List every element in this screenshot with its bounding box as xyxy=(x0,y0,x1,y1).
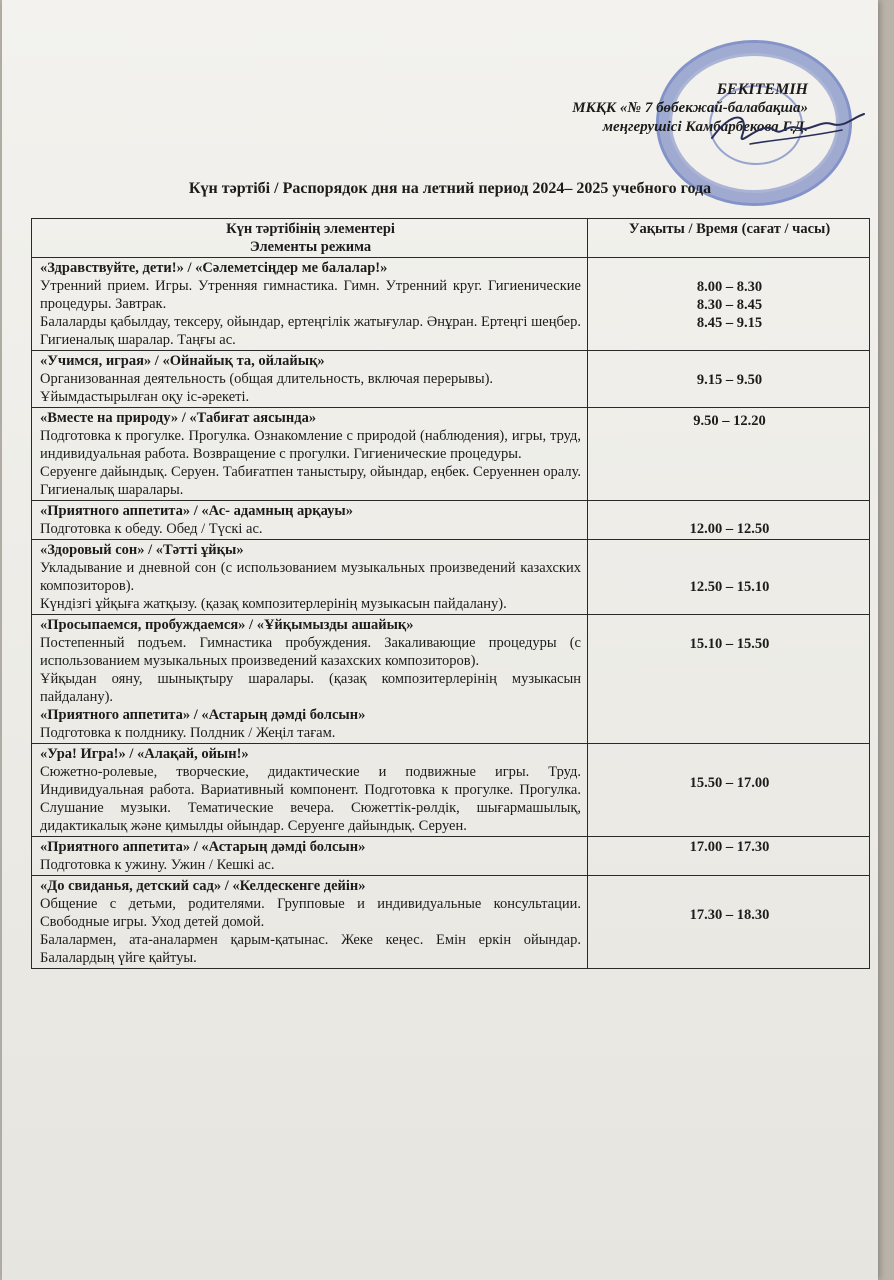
row-title: «Приятного аппетита» / «Астарың дәмді болсын» xyxy=(40,839,366,855)
row-subtitle: «Приятного аппетита» / «Астарың дәмді болсын» xyxy=(40,707,366,723)
table-row xyxy=(32,501,870,540)
table-row xyxy=(32,876,870,969)
document-title: Күн тәртібі / Распорядок дня на летний период 2024– 2025 учебного года xyxy=(188,180,712,197)
document-sheet xyxy=(2,0,878,1280)
time-value: 15.10 – 15.50 xyxy=(689,636,770,652)
approval-heading: БЕКІТЕМІН xyxy=(716,81,808,98)
row-text: Подготовка к обеду. Обед / Түскі ас. xyxy=(40,521,263,537)
row-text: Организованная деятельность (общая длительность, включая перерывы). xyxy=(40,371,494,387)
time-value: 12.00 – 12.50 xyxy=(689,521,770,537)
signature-icon xyxy=(702,100,872,160)
time-cell xyxy=(588,501,870,540)
table-row xyxy=(32,837,870,876)
time-value: 8.30 – 8.45 xyxy=(696,297,763,313)
header-regime-ru: Элементы режима xyxy=(249,239,372,255)
time-cell xyxy=(588,351,870,408)
row-text: Укладывание и дневной сон (с использованием музыкальных произведений казахских композиторов). xyxy=(40,560,581,594)
time-value: 9.15 – 9.50 xyxy=(696,372,763,388)
row-title: «Ура! Игра!» / «Алақай, ойын!» xyxy=(40,746,249,762)
table-row xyxy=(32,258,870,351)
time-value: 8.45 – 9.15 xyxy=(696,315,763,331)
row-title: «Просыпаемся, пробуждаемся» / «Ұйқымызды ашайық» xyxy=(40,617,414,633)
approval-organization: МКҚК «№ 7 бөбекжай-балабақша» xyxy=(572,100,808,116)
row-text: Балаларды қабылдау, тексеру, ойындар, ертеңгілік жатығулар. Әнұран. Ертеңгі шеңбер. Гигиеналық шаралар. Таңғы ас. xyxy=(40,314,581,348)
row-title: «До свиданья, детский сад» / «Келдескенге дейін» xyxy=(40,878,366,894)
header-regime-elements xyxy=(32,219,588,258)
header-regime-kk: Күн тәртібінің элементері xyxy=(226,221,395,237)
row-text: Подготовка к ужину. Ужин / Кешкі ас. xyxy=(40,857,275,873)
time-cell xyxy=(588,744,870,837)
row-text: Серуенге дайындық. Серуен. Табиғатпен таныстыру, ойындар, еңбек. Серуеннен оралу. Гигиеналық шаралары. xyxy=(40,464,581,498)
schedule-table xyxy=(31,218,870,969)
table-header-row xyxy=(32,219,870,258)
row-text: Подготовка к полднику. Полдник / Жеңіл тағам. xyxy=(40,725,336,741)
row-title: «Здоровый сон» / «Тәтті ұйқы» xyxy=(40,542,244,558)
time-value: 17.00 – 17.30 xyxy=(689,839,770,855)
approval-head: меңгерушісі Камбарбекова Г.Д. xyxy=(602,119,808,135)
row-text: Ұйқыдан ояну, шынықтыру шаралары. (қазақ композитерлерінің музыкасын пайдалану). xyxy=(40,671,581,705)
activity-cell xyxy=(32,501,588,540)
row-text: Сюжетно-ролевые, творческие, дидактические и подвижные игры. Труд. Индивидуальная работа. Вариативный компонент. Подготовка к прогулке. Прогулка. Слушание музыки. Тематические вечера. Сюжеттік-рөлдік, шығармашылық, дидактикалық және қимылды ойындар. Серуенге дайындық. Серуен. xyxy=(40,764,581,834)
row-title: «Учимся, играя» / «Ойнайық та, ойлайық» xyxy=(40,353,325,369)
time-value: 12.50 – 15.10 xyxy=(689,579,770,595)
row-title: «Приятного аппетита» / «Ас- адамның арқауы» xyxy=(40,503,353,519)
activity-cell xyxy=(32,615,588,744)
table-row xyxy=(32,615,870,744)
row-text: Утренний прием. Игры. Утренняя гимнастика. Гимн. Утренний круг. Гигиенические процедуры. Завтрак. xyxy=(40,278,581,312)
row-title: «Здравствуйте, дети!» / «Сәлеметсіңдер ме балалар!» xyxy=(40,260,388,276)
table-row xyxy=(32,351,870,408)
header-time: Уақыты / Время (сағат / часы) xyxy=(588,219,870,258)
time-cell xyxy=(588,540,870,615)
activity-cell xyxy=(32,258,588,351)
table-row xyxy=(32,744,870,837)
time-value: 15.50 – 17.00 xyxy=(689,775,770,791)
time-cell xyxy=(588,258,870,351)
row-text: Ұйымдастырылған оқу іс-әрекеті. xyxy=(40,389,250,405)
activity-cell xyxy=(32,876,588,969)
activity-cell xyxy=(32,408,588,501)
table-row xyxy=(32,408,870,501)
time-value: 9.50 – 12.20 xyxy=(693,413,766,429)
time-cell xyxy=(588,837,870,876)
row-title: «Вместе на природу» / «Табиғат аясында» xyxy=(40,410,317,426)
activity-cell xyxy=(32,540,588,615)
table-row xyxy=(32,540,870,615)
activity-cell xyxy=(32,351,588,408)
row-text: Балалармен, ата-аналармен қарым-қатынас. Жеке кеңес. Емін еркін ойындар. Балалардың үйге қайтуы. xyxy=(40,932,581,966)
activity-cell xyxy=(32,744,588,837)
time-cell xyxy=(588,615,870,744)
time-cell xyxy=(588,408,870,501)
row-text: Постепенный подъем. Гимнастика пробуждения. Закаливающие процедуры (с использованием музыкальных произведений казахских композиторов). xyxy=(40,635,581,669)
row-text: Подготовка к прогулке. Прогулка. Ознакомление с природой (наблюдения), игры, труд, индивидуальная работа. Возвращение с прогулки. Гигиенические процедуры. xyxy=(40,428,581,462)
time-value: 8.00 – 8.30 xyxy=(696,279,763,295)
time-value: 17.30 – 18.30 xyxy=(689,907,770,923)
row-text: Күндізгі ұйқыға жатқызу. (қазақ композитерлерінің музыкасын пайдалану). xyxy=(40,596,507,612)
time-cell xyxy=(588,876,870,969)
row-text: Общение с детьми, родителями. Групповые и индивидуальные консультации. Свободные игры. Уход детей домой. xyxy=(40,896,581,930)
activity-cell xyxy=(32,837,588,876)
